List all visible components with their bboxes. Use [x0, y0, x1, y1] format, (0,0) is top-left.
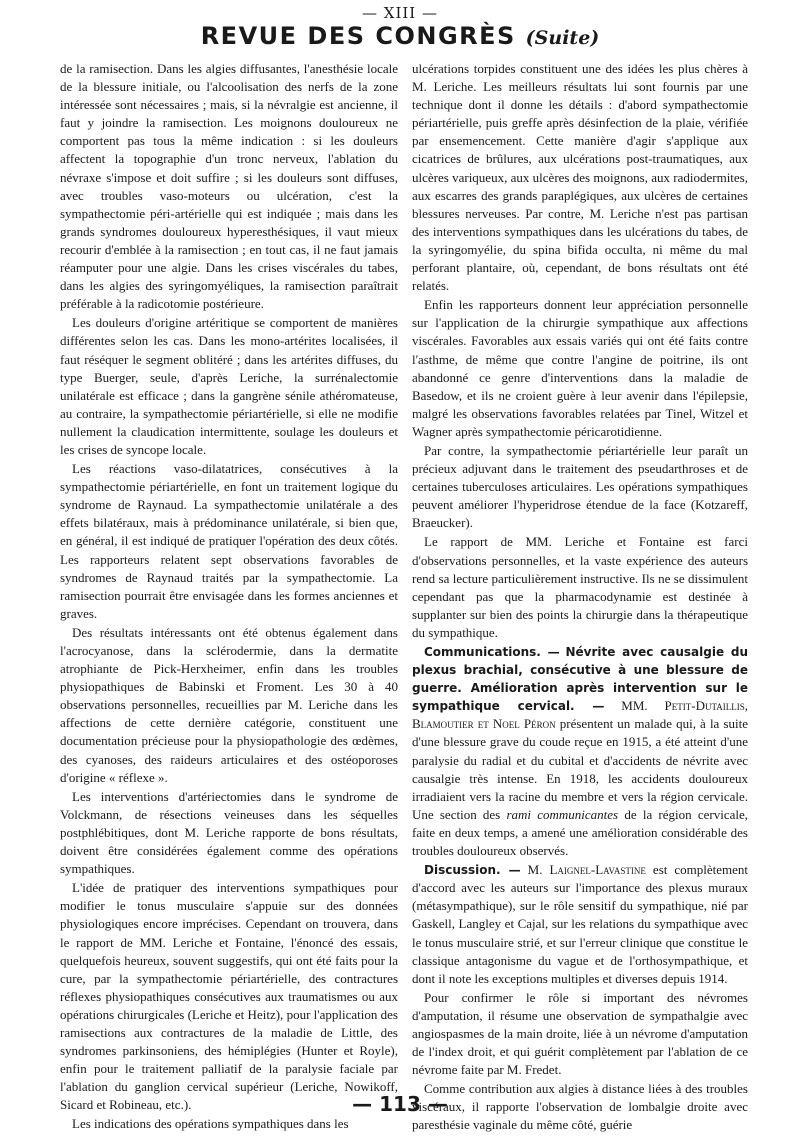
paragraph: Enfin les rapporteurs donnent leur appréciation personnelle sur l'application de la chirurgie sympathique aux affections viscérales. Favorables aux essais variés qui ont été faits contre l'asthme, de même que contre l'angine de poitrine, ils ont abandonné ce genre d'interventions dans la maladie de Basedow, et ils ne croient guère à leur avenir dans l'épilepsie, malgré les observations favorables relatées par Tinel, Witzel et Wagner après sympathectomie péricarotidienne.	[412, 297, 748, 439]
paragraph: ulcérations torpides constituent une des idées les plus chères à M. Leriche. Les meilleurs résultats lui sont fournis par une technique dont il donne les détails : d'abord sympathectomie périartérielle, puis greffe après désinfection de la plaie, vérifiée par ensemencement. Cette manière d'agir s'applique aux cicatrices de brûlures, aux ulcérations post-traumatiques, aux ulcères variqueux, aux ulcères des moignons, aux radiodermites, aux escarres des grands paraplégiques, aux ulcères de certaines blessures nerveuses. Par contre, M. Leriche n'est pas partisan des interventions sympathiques dans les ulcérations du tabes, de la syringomyélie, du spina bifida occulta, ni même du mal perforant plantaire, où, cependant, de bons résultats ont été relatés.	[412, 61, 748, 294]
paragraph: Les interventions d'artériectomies dans le syndrome de Volckmann, de résections veineuses dans les séquelles postphlébitiques, dont M. Leriche rapporte de bons résultats, doivent être considérées également comme des opérations sympathiques.	[60, 788, 398, 877]
left-column	[60, 60, 398, 1132]
title-suffix: (Suite)	[525, 27, 600, 49]
communication-body-end: de la région cervicale, faite en deux temps, a amené une amélioration considérable des troubles douloureux observés.	[412, 806, 749, 859]
communications-heading: Communications. —	[424, 645, 560, 659]
page-title	[0, 22, 800, 50]
paragraph: Les réactions vaso-dilatatrices, consécutives à la sympathectomie périartérielle, en font un traitement logique du syndrome de Raynaud. La sympathectomie unilatérale a des effets bilatéraux, mais à prédominance unilatérale, si bien que, en général, il est indiqué de pratiquer l'opération des deux côtés. Les rapporteurs relatent sept observations favorables de syndromes de Raynaud traités par la sympathectomie. La ramisection pourrait être envisagée dans les formes anciennes et graves.	[60, 461, 398, 621]
right-column	[412, 60, 749, 1133]
page-roman-numeral: — XIII —	[362, 4, 438, 22]
communication-authors: MM. Petit-Dutaillis, Blamoutier et Noel Péron	[412, 698, 748, 732]
paragraph: Les indications des opérations sympathiques dans les	[72, 1116, 349, 1132]
paragraph: Les douleurs d'origine artéritique se comportent de manières différentes selon les cas. Dans les mono-artérites localisées, il faut réséquer le segment oblitéré ; dans les artérites diffuses, du type Buerger, seule, d'après Leriche, la surrénalectomie unilatérale est efficace ; dans la gangrène sénile athéromateuse, au contraire, la sympathectomie périartérielle, si elle ne modifie nullement la claudication intermittente, soulage les douleurs et les crises de syncope locale.	[60, 315, 398, 457]
paragraph: L'idée de pratiquer des interventions sympathiques pour modifier le tonus musculaire s'appuie sur des données physiologiques encore imprécises. Cependant on trouvera, dans le rapport de MM. Leriche et Fontaine, l'énoncé des essais, quelquefois heureux, souvent suggestifs, qui ont été faits pour la cure, par la sympathectomie périartérielle, des contractures réflexes physiopathiques consécutives aux traumatismes ou aux opérations chirurgicales (Leriche et Heitz), pour l'application des ramisections aux contractures de la maladie de Little, des syndromes parkinsoniens, des hémiplégies (Hunter et Royle), enfin pour le traitement palliatif de la paralysie faciale par l'ablation du ganglion cervical supérieur (Leriche, Nowikoff, Sicard et Robineau, etc.).	[60, 880, 398, 1113]
discussion-paragraph	[412, 861, 748, 988]
communication-title: Névrite avec causalgie du plexus brachial, consécutive à une blessure de guerre. Amélioration après intervention sur le sympathique cervical. —	[412, 645, 749, 714]
title-text: REVUE DES CONGRÈS	[200, 22, 516, 50]
paragraph: Comme contribution aux algies à distance liées à des troubles viscéraux, il rapporte l'observation de lombalgie droite avec paresthésie vaginale du même côté, guérie	[412, 1081, 748, 1133]
discussion-body: est complètement d'accord avec les auteurs sur l'importance des plexus muraux (métasympathique), sur le rôle sensitif du sympathique, nié par Gaskell, Langley et Cajal, sur les relations du sympathique avec le tonus musculaire strié, et sur l'erreur clinique que constitue le classique antagonisme du vague et de l'orthosympathique, et dont il note les exceptions multiples et diverses depuis 1914.	[412, 862, 749, 986]
paragraph: Des résultats intéressants ont été obtenus également dans l'acrocyanose, dans la sclérodermie, dans la dermatite atrophiante de Pick-Herxheimer, enfin dans les troubles physiopathiques de Babinski et Froment. Les 30 à 40 observations personnelles, recueillies par M. Leriche dans les affections de cette dernière catégorie, constituent une documentation précieuse pour la physiopathologie des œdèmes, des cyanoses, des raideurs articulaires et des ostéoporoses d'origine « réflexe ».	[60, 624, 398, 785]
communication-body: présentent un malade qui, à la suite d'une blessure grave du coude reçue en 1915, a été atteint d'une paralysie du radial et du cubital et d'accidents de névrite avec causalgie très intense. En 1918, les accidents douloureux irradiaient vers la racine du membre et vers la région cervicale. Une section des	[412, 716, 749, 822]
paragraph: Le rapport de MM. Leriche et Fontaine est farci d'observations personnelles, et la vaste expérience des auteurs rend sa lecture particulièrement instructive. Ils ne se dissimulent cependant pas que la pharmacodynamie est destinée à supplanter sur bien des points la chirurgie dans la thérapeutique du sympathique.	[412, 534, 748, 640]
communication-term: rami communicantes	[506, 806, 619, 822]
page-number: — 113 —	[352, 1092, 448, 1116]
paragraph: de la ramisection. Dans les algies diffusantes, l'anesthésie locale de la blessure initiale, ou l'alcoolisation des nerfs de la zone intéressée sont nécessaires ; mais, si la névralgie est ancienne, il faut y joindre la ramisection. Les moignons douloureux ne comportent pas tous la même indication : si les douleurs affectent la topographie d'un tronc nerveux, l'ablation du névraxe s'impose et doit suffire ; si les douleurs sont diffuses, avec troubles vaso-moteurs ou ulcération, c'est la sympathectomie péri-artérielle qui est indiquée ; mais dans les grands syndromes douloureux hyperesthésiques, il vaut mieux recourir d'emblée à la ramisection ; en tout cas, il ne faut jamais réamputer pour une algie. Dans les crises viscérales du tabes, dans les algies des syringomyéliques, la ramisection paraîtrait préférable à la radicotomie postérieure.	[60, 61, 398, 312]
paragraph: Pour confirmer le rôle si important des névromes d'amputation, il résume une observation de sympathalgie avec angiospasmes de la main droite, liée à un névrome d'amputation de l'index droit, et qui guérit complètement par l'ablation de ce névrome faite par M. Fredet.	[412, 989, 748, 1078]
discussion-author: M. Laignel-Lavastine	[527, 862, 646, 878]
paragraph: Par contre, la sympathectomie périartérielle leur paraît un précieux adjuvant dans le traitement des pseudarthroses et de certaines tuberculoses articulaires. Les opérations sympathiques peuvent améliorer l'hyperidrose étendue de la face (Kotzareff, Braeucker).	[412, 442, 748, 531]
communication-paragraph	[412, 643, 748, 860]
discussion-heading: Discussion. —	[424, 863, 521, 878]
